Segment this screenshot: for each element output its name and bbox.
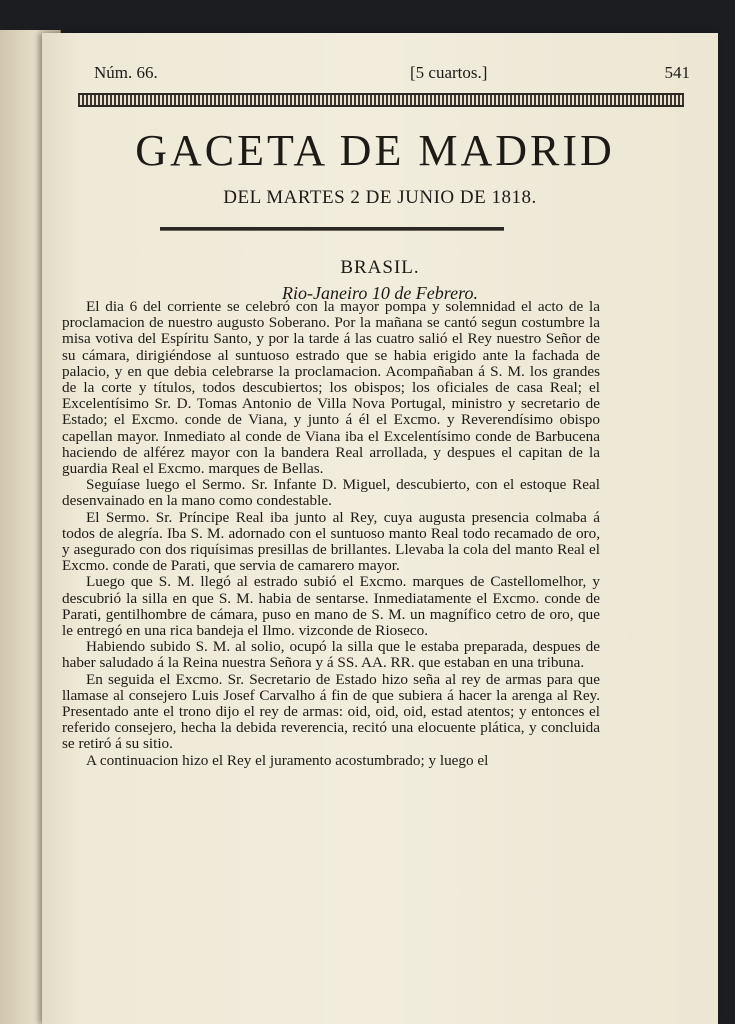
article-paragraph: Luego que S. M. llegó al estrado subió el Excmo. marques de Castellomelhor, y descubrió la silla en que S. M. habia de sentarse. Inmediatamente el Excmo. conde de Parati, gentilhombre de cámara, puso en mano de S. M. un magnífico cetro de oro, que le entregó en una rica bandeja el Ilmo. vizconde de Rioseco. — [62, 573, 600, 640]
article-paragraph: El dia 6 del corriente se celebró con la mayor pompa y solemnidad el acto de la proclamacion de nuestro augusto Soberano. Por la mañana se cantó segun costumbre la misa votiva del Espíritu Santo, y por la tarde á las cuatro salió el Rey nuestro Señor de su cámara, dirigiéndose al suntuoso estrado que se habia erigido ante la fachada de palacio, y en que debia celebrarse la proclamacion. Acompañaban á S. M. los grandes de la corte y títulos, todos descubiertos; los obispos; los oficiales de casa Real; el Excelentísimo Sr. D. Tomas Antonio de Villa Nova Portugal, ministro y secretario de Estado; el Excmo. conde de Viana, y junto á él el Excmo. y Reverendísimo obispo capellan mayor. Inmediato al conde de Viana iba el Excelentísimo conde de Barbucena haciendo de alférez mayor con la bandera Real arrollada, y despues el capitan de la guardia Real el Excmo. marques de Bellas. — [62, 298, 600, 478]
masthead-title: GACETA DE MADRID — [135, 126, 615, 175]
page-header — [94, 63, 690, 87]
article-paragraph: A continuacion hizo el Rey el juramento acostumbrado; y luego el — [86, 751, 489, 769]
issue-date: DEL MARTES 2 DE JUNIO DE 1818. — [223, 187, 537, 208]
page-number: 541 — [664, 63, 690, 82]
article-paragraph: En seguida el Excmo. Sr. Secretario de Estado hizo seña al rey de armas para que llamase al consejero Luis Josef Carvalho á fin de que subiera á hacer la arenga al Rey. Presentado ante el trono dijo el rey de armas: oid, oid, oid, estad atentos; y entonces el referido consejero, hecha la debida reverencia, recitó una elocuente plática, y concluida se retiró á su sitio. — [62, 670, 600, 753]
issue-number: Núm. 66. — [94, 63, 158, 82]
newspaper-page — [42, 33, 718, 1024]
section-heading: BRASIL. — [340, 257, 420, 278]
article-paragraph: Seguíase luego el Sermo. Sr. Infante D. Miguel, descubierto, con el estoque Real desenvainado en la mano como condestable. — [62, 476, 600, 510]
dateline-place: Rio-Janeiro 10 de Febrero. — [282, 283, 478, 303]
article-body — [62, 299, 600, 769]
header-rule — [78, 93, 684, 107]
article-paragraph: Habiendo subido S. M. al solio, ocupó la silla que le estaba preparada, despues de haber saludado á la Reina nuestra Señora y á SS. AA. RR. que estaban en una tribuna. — [62, 638, 600, 672]
article-paragraph: El Sermo. Sr. Príncipe Real iba junto al Rey, cuya augusta presencia colmaba á todos de alegría. Iba S. M. adornado con el suntuoso manto Real todo recamado de oro, y asegurado con dos riquísimas presillas de brillantes. Llevaba la cola del manto Real el Excmo. conde de Parati, que servia de camarero mayor. — [62, 508, 600, 575]
date-rule — [160, 227, 504, 231]
issue-price: [5 cuartos.] — [410, 63, 488, 82]
